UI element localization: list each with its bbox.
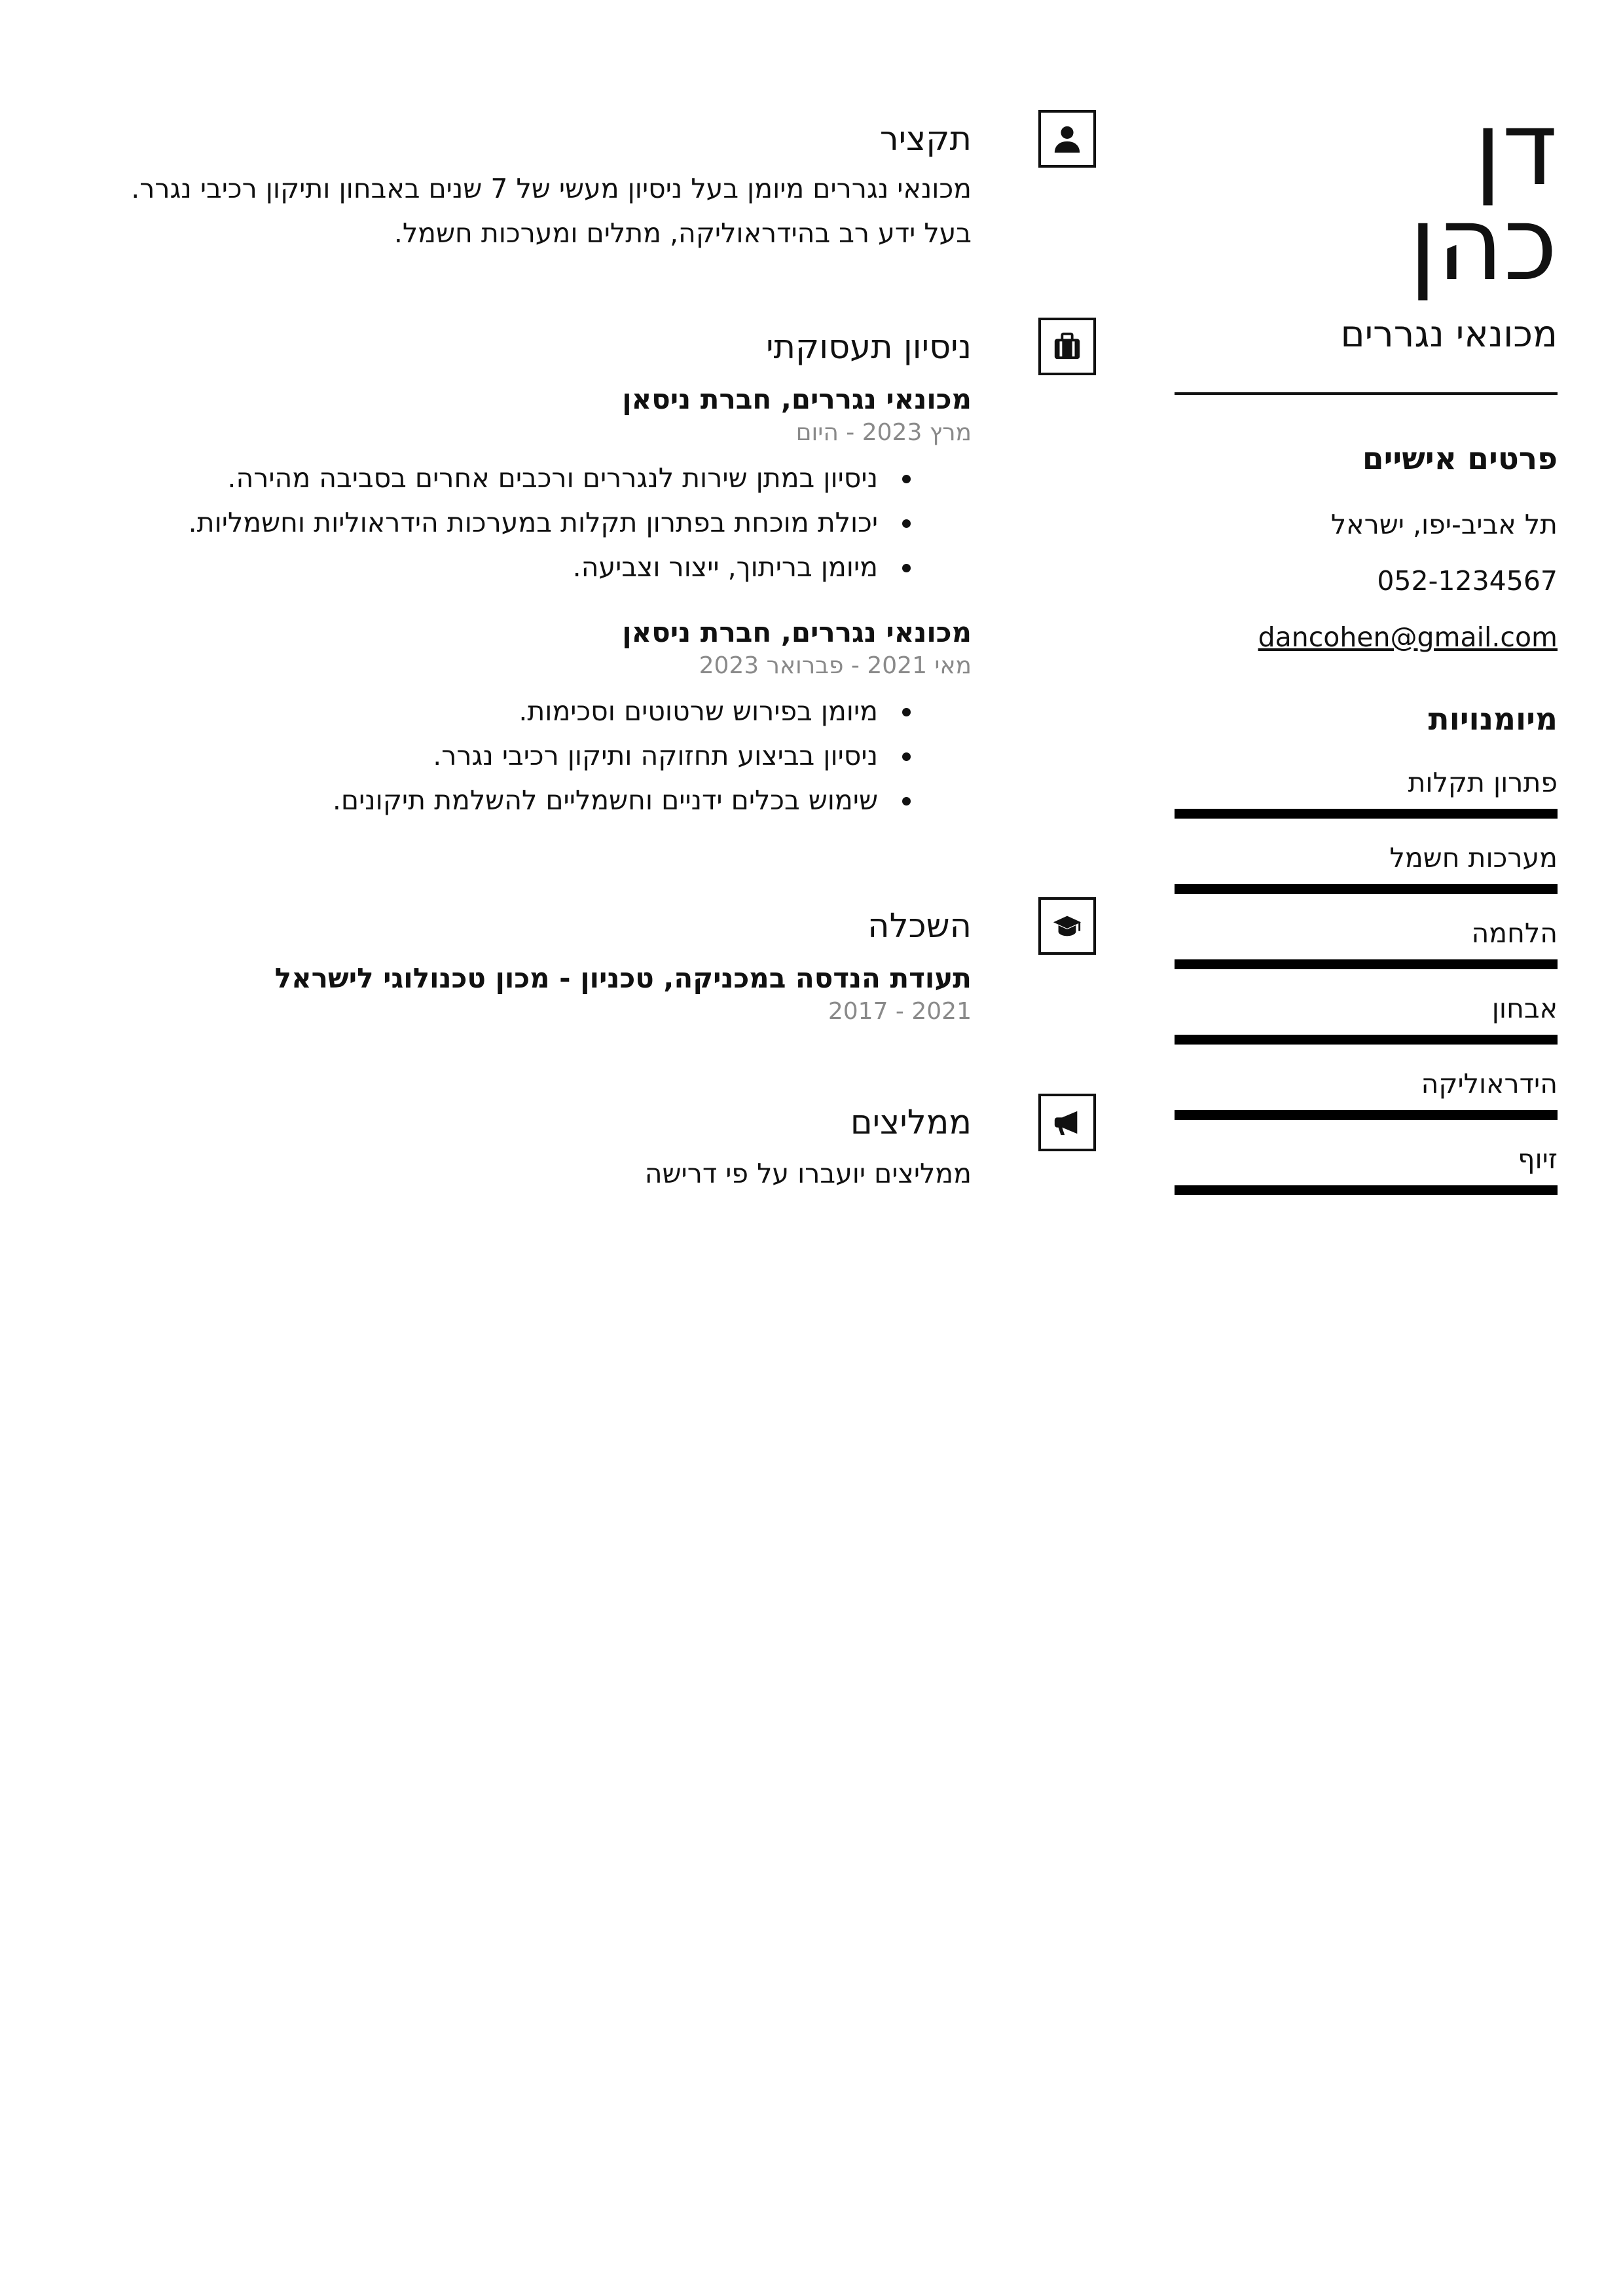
briefcase-icon (1038, 318, 1096, 375)
sidebar (1175, 89, 1558, 1195)
bullet-item: • מיומן בפירוש שרטוטים וסכימות. (120, 689, 890, 733)
experience-title: ניסיון תעסוקתי (766, 328, 972, 367)
bullet-item: • ניסיון במתן שירות לנגררים ורכבים אחרים בסביבה מהירה. (120, 456, 890, 500)
education-dates (120, 997, 972, 1027)
email-link[interactable]: dancohen@gmail.com (1258, 621, 1558, 653)
job-title: מכונאי נגררים (1340, 313, 1558, 356)
person-icon (1038, 110, 1096, 168)
skill-bar (1175, 1110, 1558, 1120)
skill-bar (1175, 809, 1558, 819)
skill-label: אבחון (1491, 993, 1558, 1024)
job-dates: מרץ 2023 - היום (795, 419, 972, 446)
summary-line: מכונאי נגררים מיומן בעל ניסיון מעשי של 7 שנים באבחון ותיקון רכיבי נגרר. (131, 173, 972, 204)
divider (1175, 392, 1558, 395)
megaphone-icon (1038, 1094, 1096, 1151)
skill-bar-fill (1175, 1035, 1558, 1045)
skill-bar-fill (1175, 809, 1558, 819)
skills-list (1175, 764, 1558, 1195)
education-title: השכלה (867, 907, 972, 946)
person-name (1175, 89, 1558, 303)
bullet-item: • מיומן בריתוך, ייצור וצביעה. (120, 545, 890, 589)
skill-bar-fill (1175, 1185, 1558, 1195)
phone-text (1175, 563, 1558, 599)
skill-bar (1175, 1185, 1558, 1195)
experience-section (120, 325, 972, 823)
summary-title: תקציר (879, 120, 972, 158)
skill-label: זיוף (1518, 1143, 1558, 1175)
references-title: ממליצים (850, 1103, 972, 1142)
skill-bar-fill (1175, 959, 1558, 969)
graduation-cap-icon (1038, 897, 1096, 955)
summary-line: בעל ידע רב בהידראוליקה, מתלים ומערכות חשמל. (393, 217, 972, 249)
job-bullets (120, 689, 972, 823)
job-dates: מאי 2021 - פברואר 2023 (699, 652, 972, 679)
skills-heading: מיומנויות (1428, 701, 1558, 737)
skill-bar (1175, 884, 1558, 894)
skill-bar (1175, 1035, 1558, 1045)
email-row (1175, 619, 1558, 656)
job-bullets (120, 456, 972, 589)
references-text: ממליצים יועברו על פי דרישה (644, 1158, 972, 1189)
degree-title: תעודת הנדסה במכניקה, טכניון - מכון טכנולוגי לישראל (274, 962, 972, 994)
education-dates-text: 2017 - 2021 (828, 998, 972, 1025)
first-name: דן (1474, 89, 1558, 208)
job-title: מכונאי נגררים, חברת ניסאן (622, 383, 972, 415)
job-title: מכונאי נגררים, חברת ניסאן (622, 616, 972, 648)
personal-details-heading: פרטים אישיים (1362, 441, 1558, 477)
job-entry (120, 381, 972, 589)
phone-number: 052-1234567 (1377, 565, 1558, 597)
skill-bar-fill (1175, 884, 1558, 894)
education-section (120, 904, 972, 1027)
skill-bar-fill (1175, 1110, 1558, 1120)
location-text: תל אביב-יפו, ישראל (1330, 509, 1558, 540)
skill-label: פתרון תקלות (1408, 767, 1558, 798)
bullet-item: • יכולת מוכחת בפתרון תקלות במערכות הידראוליות וחשמליות. (120, 500, 890, 545)
skill-label: מערכות חשמל (1389, 842, 1558, 874)
bullet-item: • שימוש בכלים ידניים וחשמליים להשלמת תיקונים. (120, 778, 890, 823)
last-name: כהן (1409, 184, 1558, 303)
skill-label: הלחמה (1471, 917, 1558, 949)
references-section (120, 1100, 972, 1196)
skill-bar (1175, 959, 1558, 969)
bullet-item: • ניסיון בביצוע תחזוקה ותיקון רכיבי נגרר. (120, 733, 890, 778)
job-entry (120, 614, 972, 823)
skill-label: הידראוליקה (1421, 1068, 1558, 1100)
summary-section (120, 117, 972, 255)
